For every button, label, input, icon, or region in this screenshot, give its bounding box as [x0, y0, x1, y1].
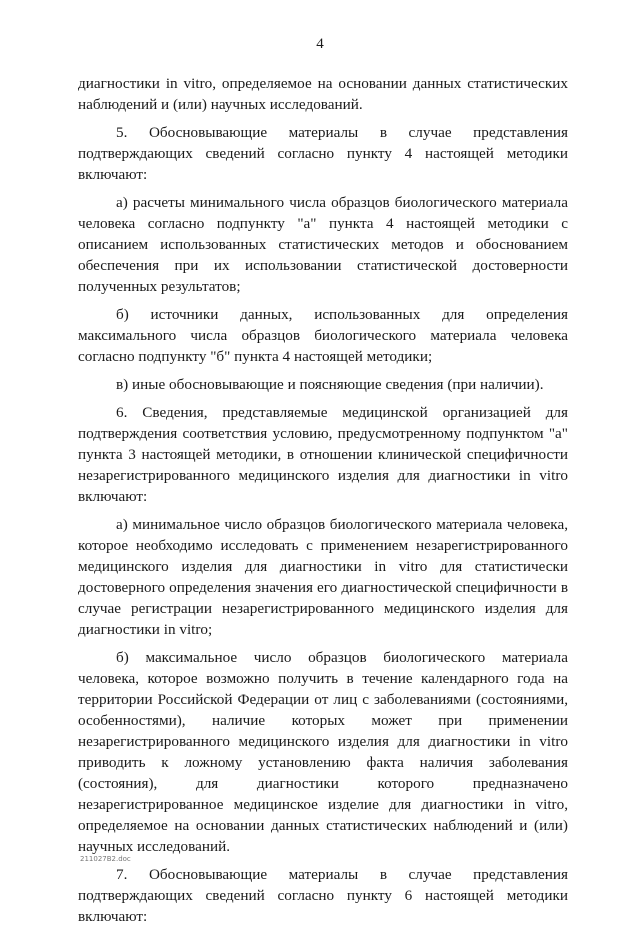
- paragraph-item-5b: б) источники данных, использованных для определения максимального числа образцов биологического материала человека согласно подпункту "б" пункта 4 настоящей методики;: [78, 306, 568, 365]
- paragraph-item-6a: а) минимальное число образцов биологического материала человека, которое необходимо исследовать с применением незарегистрированного медицинского изделия для диагностики in vitro для статистически достоверного определения значения его диагностической специфичности в случае регистрации незарегистрированного медицинского изделия для диагностики in vitro;: [78, 516, 568, 638]
- paragraph-item-6: 6. Сведения, представляемые медицинской организацией для подтверждения соответствия условию, предусмотренному подпунктом "а" пункта 3 настоящей методики, в отношении клинической специфичности незарегистрированного медицинского изделия для диагностики in vitro включают:: [78, 404, 568, 505]
- paragraph-item-7: 7. Обосновывающие материалы в случае представления подтверждающих сведений согласно пункту 6 настоящей методики включают:: [78, 866, 568, 925]
- paragraph-continuation: диагностики in vitro, определяемое на основании данных статистических наблюдений и (или) научных исследований.: [78, 75, 568, 113]
- document-code: 211027В2.doc: [80, 855, 131, 863]
- page-number: 4: [316, 36, 324, 52]
- paragraph-item-5v: в) иные обосновывающие и поясняющие сведения (при наличии).: [116, 376, 544, 393]
- paragraph-item-5a: а) расчеты минимального числа образцов биологического материала человека согласно подпункту "а" пункта 4 настоящей методики с описанием использованных статистических методов и обоснованием обеспечения при их использовании статистической достоверности полученных результатов;: [78, 194, 568, 295]
- paragraph-item-6b: б) максимальное число образцов биологического материала человека, которое возможно получить в течение календарного года на территории Российской Федерации от лиц с заболеваниями (состояниями, особенностями), наличие которых может при применении незарегистрированного медицинского изделия для диагностики in vitro приводить к ложному установлению факта наличия заболевания (состояния), для диагностики которого предназначено незарегистрированное медицинское изделие для диагностики in vitro, определяемое на основании данных статистических наблюдений и (или) научных исследований.: [78, 649, 568, 855]
- document-body: [78, 73, 568, 927]
- paragraph-item-5: 5. Обосновывающие материалы в случае представления подтверждающих сведений согласно пункту 4 настоящей методики включают:: [78, 124, 568, 183]
